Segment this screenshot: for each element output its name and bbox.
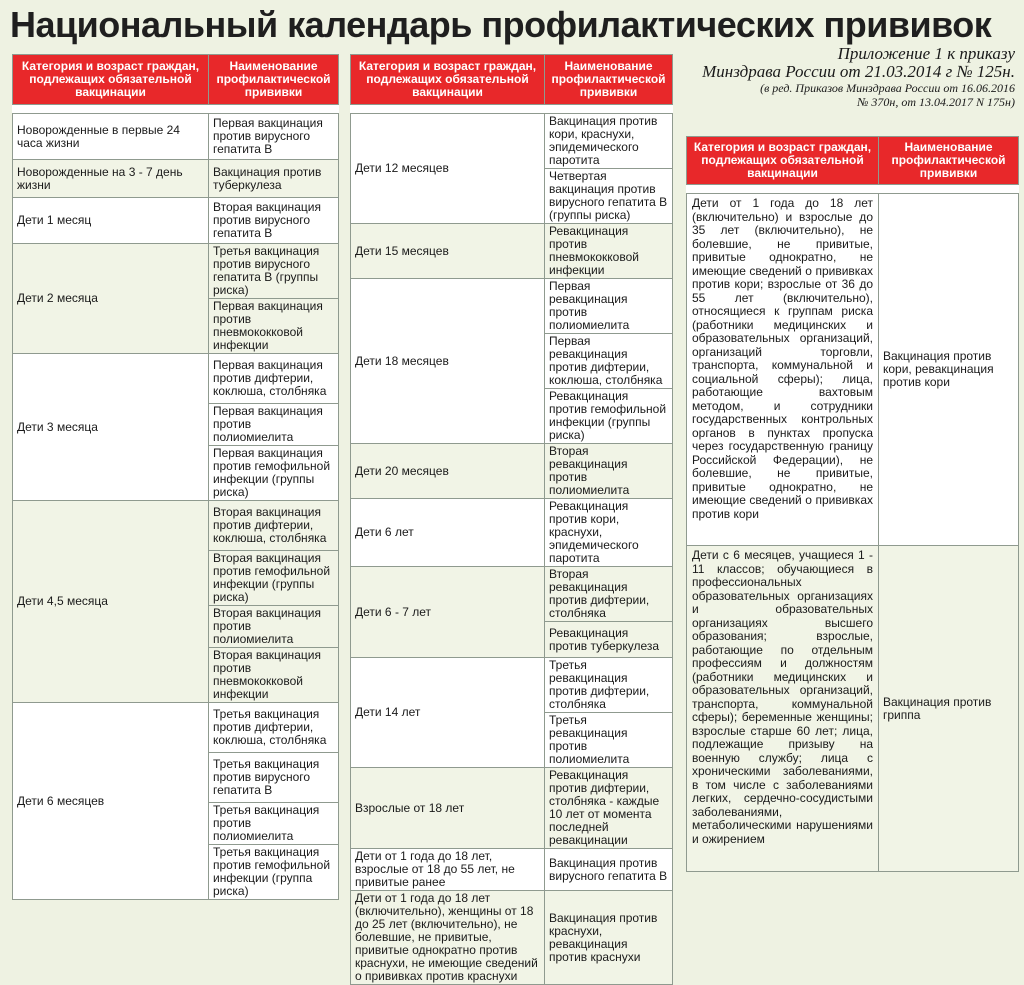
vaccine-cell: Первая вакцинация против вирусного гепатита В [209,114,339,160]
category-cell: Дети 6 - 7 лет [351,567,545,658]
category-cell: Дети 14 лет [351,658,545,768]
category-cell: Дети от 1 года до 18 лет (включительно), женщины от 18 до 25 лет (включительно), не болевшие, не привитые, привитые однократно против краснухи, не имеющие сведений о прививках против краснухи [351,891,545,985]
category-cell: Дети 20 месяцев [351,444,545,499]
vaccine-cell: Третья вакцинация против вирусного гепатита В (группы риска) [209,244,339,299]
vaccine-cell: Третья ревакцинация против полиомиелита [545,713,673,768]
vaccine-cell: Вторая вакцинация против вирусного гепатита В [209,198,339,244]
vaccine-cell: Ревакцинация против дифтерии, столбняка - каждые 10 лет от момента последней ревакцинации [545,768,673,849]
category-cell: Дети от 1 года до 18 лет, взрослые от 18 до 55 лет, не привитые ранее [351,849,545,891]
vaccination-table-1 [12,54,339,900]
vaccine-cell: Третья вакцинация против гемофильной инфекции (группа риска) [209,845,339,900]
vaccine-cell: Вторая вакцинация против дифтерии, коклюша, столбняка [209,501,339,551]
vaccine-cell: Третья вакцинация против дифтерии, коклюша, столбняка [209,703,339,753]
vaccine-cell: Третья вакцинация против вирусного гепатита В [209,753,339,803]
order-reference [690,45,1015,109]
category-cell: Дети 4,5 месяца [13,501,209,703]
vaccine-cell: Ревакцинация против туберкулеза [545,622,673,658]
header-vaccine: Наименование профилактической прививки [545,55,673,105]
vaccine-cell: Первая ревакцинация против дифтерии, коклюша, столбняка [545,334,673,389]
vaccination-table-3 [686,136,1019,872]
header-category: Категория и возраст граждан, подлежащих обязательной вакцинации [351,55,545,105]
vaccine-cell: Вторая вакцинация против пневмококковой инфекции [209,648,339,703]
category-cell: Дети 6 месяцев [13,703,209,900]
vaccine-cell: Четвертая вакцинация против вирусного гепатита В (группы риска) [545,169,673,224]
vaccine-cell: Вторая ревакцинация против дифтерии, столбняка [545,567,673,622]
vaccine-cell: Ревакцинация против гемофильной инфекции (группы риска) [545,389,673,444]
category-cell: Дети 12 месяцев [351,114,545,224]
vaccine-cell: Вакцинация против краснухи, ревакцинация против краснухи [545,891,673,985]
vaccine-cell: Вторая ревакцинация против полиомиелита [545,444,673,499]
category-cell: Новорожденные в первые 24 часа жизни [13,114,209,160]
order-line-4: № 370н, от 13.04.2017 N 175н) [857,95,1015,109]
vaccine-cell: Первая вакцинация против пневмококковой инфекции [209,299,339,354]
vaccine-cell: Вакцинация против гриппа [879,546,1019,872]
vaccine-cell: Вакцинация против туберкулеза [209,160,339,198]
category-cell: Дети 6 лет [351,499,545,567]
header-vaccine: Наименование профилактической прививки [209,55,339,105]
order-line-2: Минздрава России от 21.03.2014 г № 125н. [702,62,1015,81]
category-cell: Дети 3 месяца [13,354,209,501]
vaccine-cell: Первая вакцинация против гемофильной инфекции (группы риска) [209,446,339,501]
category-cell: Дети от 1 года до 18 лет (включительно) и взрослые до 35 лет (включительно), не болевшие, не привитые, привитые однократно, не имеющие сведений о прививках против кори; взрослые от 36 до 55 лет (включительно), относящиеся к группам риска (работники медицинских и образовательных организаций, организаций торговли, транспорта, коммунальной и социальной сферы); лица, работающие вахтовым методом, и сотрудники государственных контрольных органов в пунктах пропуска через государственную границу Российской Федерации), не болевшие, не привитые, привитые однократно, не имеющие сведений о прививках против кори [687,194,879,546]
page-title: Национальный календарь профилактических прививок [10,4,992,45]
vaccine-cell: Вакцинация против кори, ревакцинация против кори [879,194,1019,546]
vaccine-cell: Вакцинация против вирусного гепатита В [545,849,673,891]
vaccination-table-2 [350,54,673,985]
category-cell: Новорожденные на 3 - 7 день жизни [13,160,209,198]
order-line-3: (в ред. Приказов Минздрава России от 16.06.2016 [760,81,1015,95]
vaccine-cell: Третья вакцинация против полиомиелита [209,803,339,845]
order-line-1: Приложение 1 к приказу [837,44,1015,63]
category-cell: Дети 15 месяцев [351,224,545,279]
vaccine-cell: Первая вакцинация против полиомиелита [209,404,339,446]
category-cell: Дети 1 месяц [13,198,209,244]
header-category: Категория и возраст граждан, подлежащих обязательной вакцинации [687,137,879,185]
vaccine-cell: Первая вакцинация против дифтерии, коклюша, столбняка [209,354,339,404]
header-category: Категория и возраст граждан, подлежащих обязательной вакцинации [13,55,209,105]
category-cell: Дети с 6 месяцев, учащиеся 1 - 11 классов; обучающиеся в профессиональных образовательных организациях и образовательных организациях высшего образования; взрослые, работающие по отдельным профессиям и должностям (работники медицинских и образовательных организаций, транспорта, коммунальной сферы); беременные женщины; взрослые старше 60 лет; лица, подлежащие призыву на военную службу; лица с хроническими заболеваниями, в том числе с заболеваниями легких, сердечно-сосудистыми заболеваниями, метаболическими нарушениями и ожирением [687,546,879,872]
category-cell: Дети 2 месяца [13,244,209,354]
vaccine-cell: Ревакцинация против кори, краснухи, эпидемического паротита [545,499,673,567]
category-cell: Взрослые от 18 лет [351,768,545,849]
vaccine-cell: Вакцинация против кори, краснухи, эпидемического паротита [545,114,673,169]
vaccine-cell: Третья ревакцинация против дифтерии, столбняка [545,658,673,713]
vaccine-cell: Первая ревакцинация против полиомиелита [545,279,673,334]
vaccine-cell: Вторая вакцинация против полиомиелита [209,606,339,648]
header-vaccine: Наименование профилактической прививки [879,137,1019,185]
vaccine-cell: Вторая вакцинация против гемофильной инфекции (группы риска) [209,551,339,606]
vaccine-cell: Ревакцинация против пневмококковой инфекции [545,224,673,279]
category-cell: Дети 18 месяцев [351,279,545,444]
